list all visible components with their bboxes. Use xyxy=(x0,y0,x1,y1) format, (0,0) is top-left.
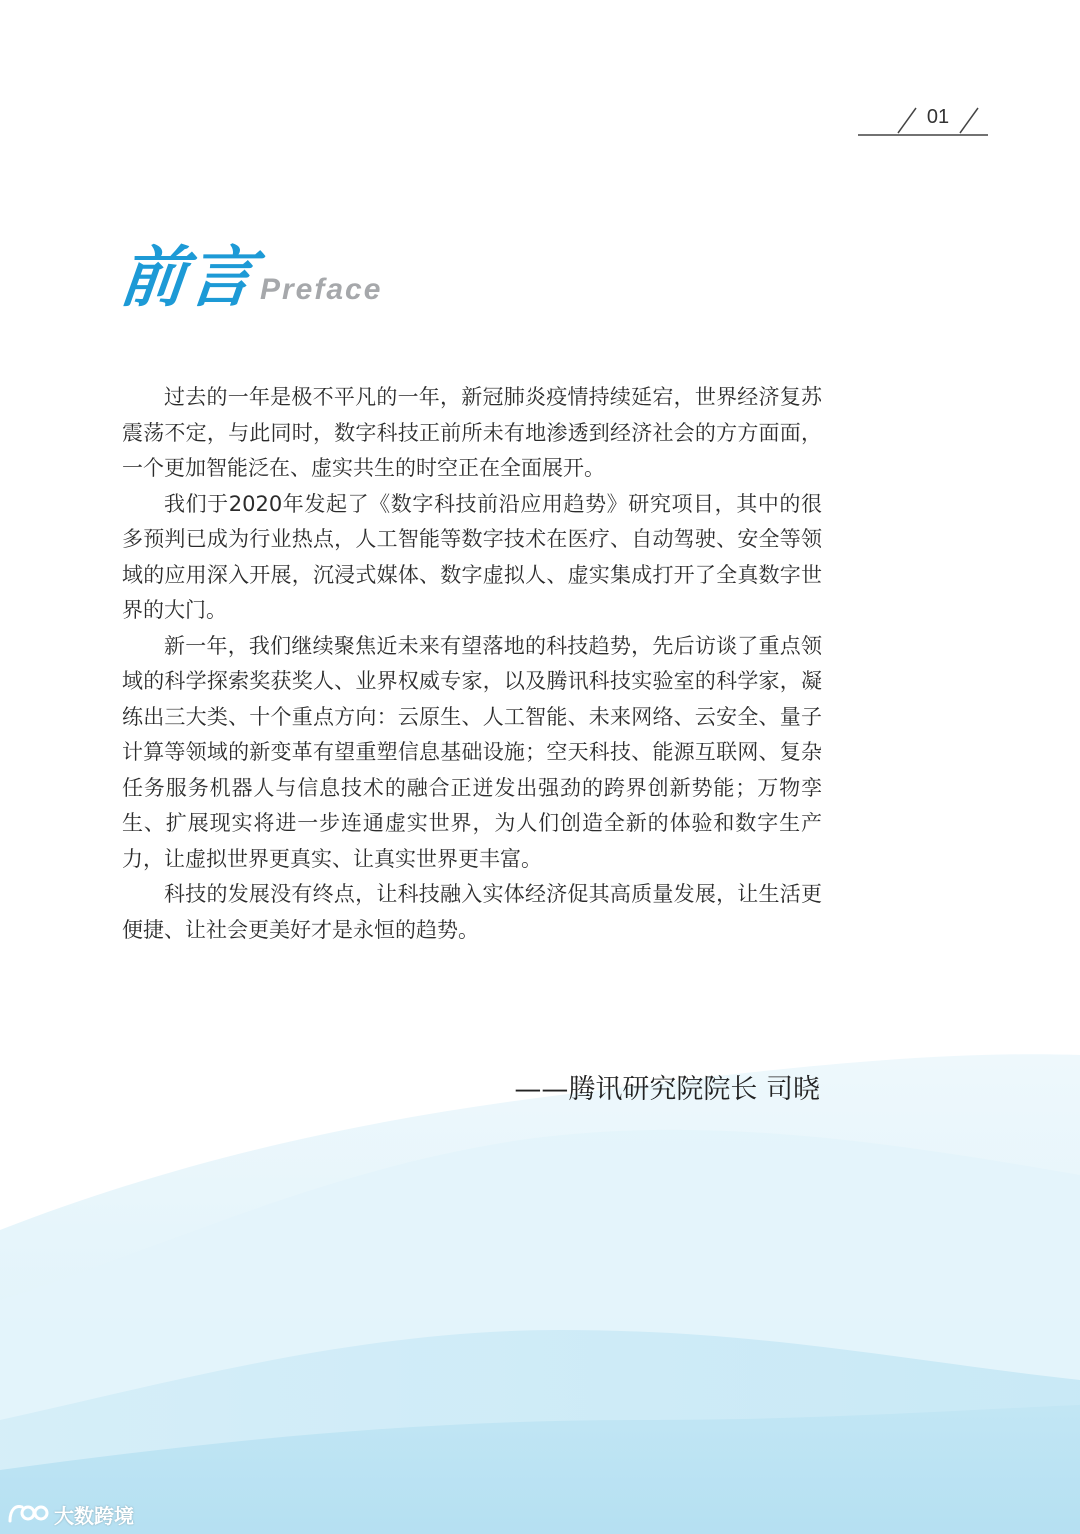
signature: ——腾讯研究院院长 司晓 xyxy=(514,1074,820,1105)
preface-body xyxy=(122,380,822,948)
paragraph: 我们于2020年发起了《数字科技前沿应用趋势》研究项目，其中的很多预判已成为行业热点，人工智能等数字技术在医疗、自动驾驶、安全等领域的应用深入开展，沉浸式媒体、数字虚拟人、虚实集成打开了全真数字世界的大门。 xyxy=(122,491,822,622)
watermark-text: 大数跨境 xyxy=(54,1503,134,1528)
page-number-marker xyxy=(856,100,990,140)
page-title: 前言 xyxy=(116,239,261,316)
paragraph: 科技的发展没有终点，让科技融入实体经济促其高质量发展，让生活更便捷、让社会更美好才是永恒的趋势。 xyxy=(122,882,822,942)
watermark xyxy=(6,1498,134,1530)
page-number: 01 xyxy=(926,106,950,128)
page-subtitle-en: Preface xyxy=(260,273,383,306)
watermark-logo-icon xyxy=(6,1499,50,1529)
paragraph: 新一年，我们继续聚焦近未来有望落地的科技趋势，先后访谈了重点领域的科学探索奖获奖人、业界权威专家，以及腾讯科技实验室的科学家，凝练出三大类、十个重点方向：云原生、人工智能、未来网络、云安全、量子计算等领域的新变革有望重塑信息基础设施；空天科技、能源互联网、复杂任务服务机器人与信息技术的融合正迸发出强劲的跨界创新势能；万物孪生、扩展现实将进一步连通虚实世界，为人们创造全新的体验和数字生产力，让虚拟世界更真实、让真实世界更丰富。 xyxy=(122,633,822,871)
paragraph: 过去的一年是极不平凡的一年，新冠肺炎疫情持续延宕，世界经济复苏震荡不定，与此同时，数字科技正前所未有地渗透到经济社会的方方面面，一个更加智能泛在、虚实共生的时空正在全面展开。 xyxy=(122,385,822,480)
